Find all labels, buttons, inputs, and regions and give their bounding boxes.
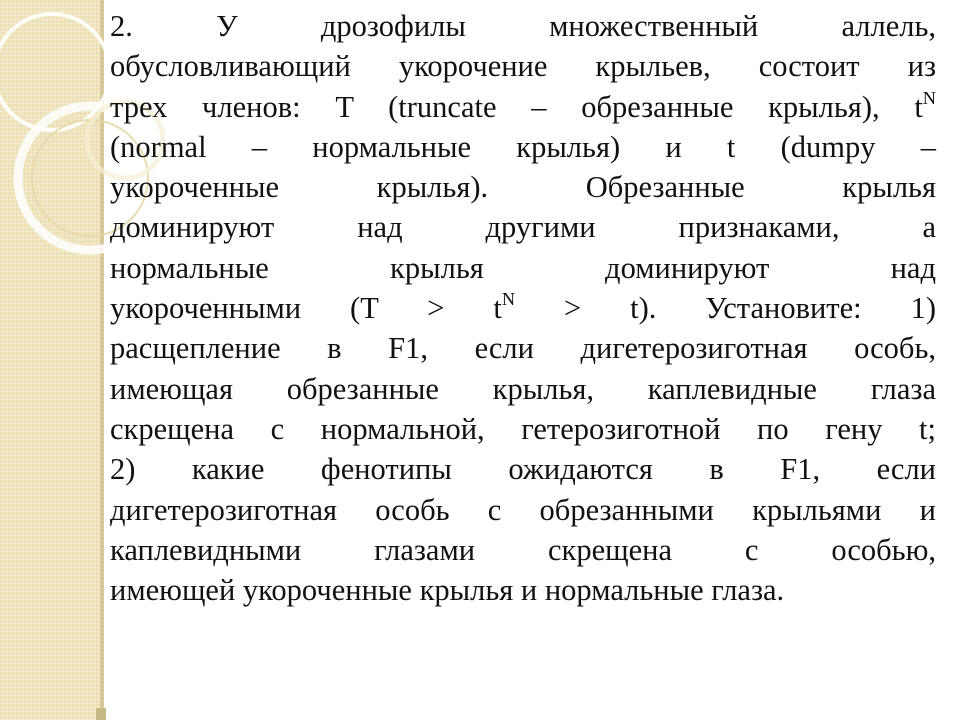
text-line (110, 570, 936, 610)
text-run: укороченные крылья). Обрезанные крылья (110, 170, 936, 205)
text-run: каплевидными глазами скрещена с особью, (110, 532, 936, 567)
text-line (110, 6, 936, 46)
text-run: > t). Установите: 1) (515, 291, 936, 326)
superscript: N (501, 289, 516, 310)
text-line (110, 490, 936, 530)
text-line (110, 207, 936, 247)
text-run: 2. У дрозофилы множественный аллель, (110, 9, 936, 43)
text-line (110, 530, 936, 570)
text-line (110, 167, 936, 207)
text-line (110, 127, 936, 167)
text-run: дигетерозиготная особь с обрезанными крыльями и (110, 492, 936, 527)
text-line (110, 409, 936, 449)
text-run: имеющей укороченные крылья и нормальные глаза. (110, 573, 785, 608)
text-line (110, 248, 936, 288)
text-run: расщепление в F1, если дигетерозиготная особь, (110, 331, 936, 366)
text-line (110, 87, 936, 127)
text-run: имеющая обрезанные крылья, каплевидные глаза (110, 371, 936, 406)
side-notch (96, 708, 106, 720)
text-line (110, 369, 936, 409)
text-run: (normal – нормальные крылья) и t (dumpy – (110, 129, 936, 164)
text-run: укороченными (T > t (110, 291, 502, 326)
text-run: доминируют над другими признаками, а (110, 210, 936, 245)
task-text (110, 6, 936, 610)
text-line (110, 328, 936, 368)
text-run: скрещена с нормальной, гетерозиготной по гену t; (110, 411, 936, 446)
text-run: 2) какие фенотипы ожидаются в F1, если (110, 452, 936, 487)
text-run: нормальные крылья доминируют над (110, 250, 936, 285)
superscript: N (922, 87, 936, 108)
text-run: обусловливающий укорочение крыльев, состоит из (110, 49, 936, 84)
text-line (110, 449, 936, 489)
text-line (110, 46, 936, 86)
text-line (110, 288, 936, 328)
text-run: трех членов: T (truncate – обрезанные крылья), t (110, 89, 923, 124)
